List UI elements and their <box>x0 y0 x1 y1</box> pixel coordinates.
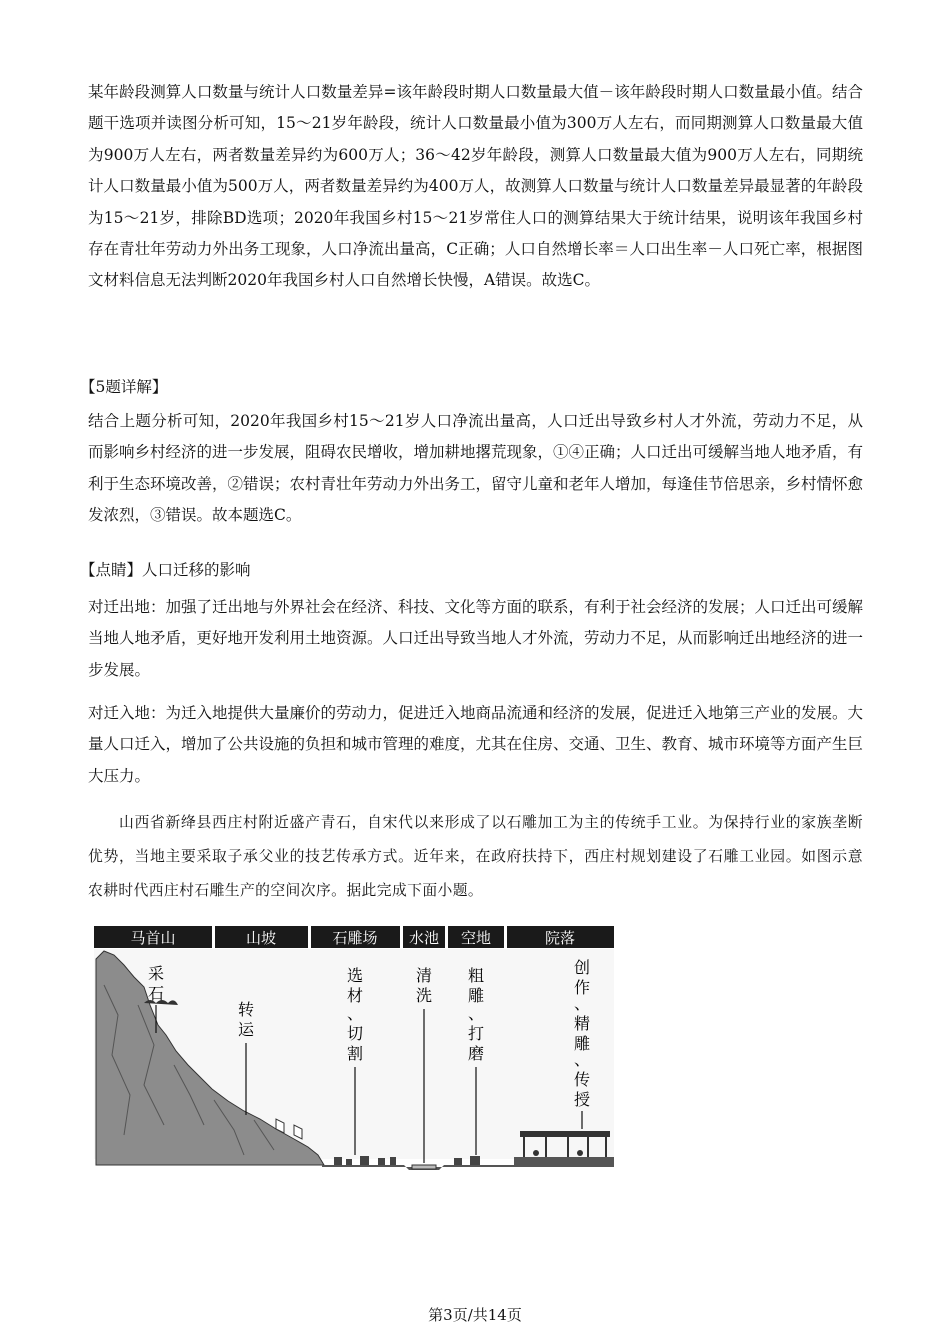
svg-text:创: 创 <box>573 958 591 977</box>
svg-text:切: 切 <box>346 1024 364 1043</box>
tip-outflow-paragraph: 对迁出地：加强了迁出地与外界社会在经济、科技、文化等方面的联系，有利于社会经济的发展；人口迁出可缓解当地人地矛盾，更好地开发利用土地资源。人口迁出导致当地人才外流，劳动力不足，从而影响迁出地经济的进一步发展。 <box>88 598 864 679</box>
svg-text:转: 转 <box>237 1000 255 1019</box>
page-footer: 第3页/共14页 <box>428 1306 522 1324</box>
diagram-svg <box>94 925 615 1170</box>
tip-heading: 【点睛】人口迁移的影响 <box>80 561 251 579</box>
zone-label-yard: 石雕场 <box>332 929 378 947</box>
svg-text:材: 材 <box>346 986 364 1005</box>
svg-text:磨: 磨 <box>467 1044 485 1063</box>
svg-text:选: 选 <box>346 966 364 985</box>
svg-text:作: 作 <box>573 978 591 997</box>
svg-text:雕: 雕 <box>467 986 485 1005</box>
svg-text:传: 传 <box>573 1070 591 1089</box>
zone-label-pool: 水池 <box>408 929 440 947</box>
q5-heading: 【5题详解】 <box>80 378 168 396</box>
svg-text:粗: 粗 <box>467 966 485 985</box>
svg-text:雕: 雕 <box>573 1034 591 1053</box>
svg-text:洗: 洗 <box>415 986 433 1005</box>
svg-text:精: 精 <box>573 1014 591 1033</box>
svg-text:、: 、 <box>346 1004 364 1023</box>
svg-text:、: 、 <box>573 1050 591 1069</box>
question-stem: 山西省新绛县西庄村附近盛产青石，自宋代以来形成了以石雕加工为主的传统手工业。为保持行业的家族垄断优势，当地主要采取子承父业的技艺传承方式。近年来，在政府扶持下，西庄村规划建设了石雕工业园。如图示意农耕时代西庄村石雕生产的空间次序。据此完成下面小题。 <box>88 814 863 899</box>
svg-text:、: 、 <box>467 1004 485 1023</box>
svg-text:打: 打 <box>467 1024 485 1043</box>
svg-text:割: 割 <box>346 1044 364 1063</box>
tip-inflow-paragraph: 对迁入地：为迁入地提供大量廉价的劳动力，促进迁入地商品流通和经济的发展，促进迁入地第三产业的发展。大量人口迁入，增加了公共设施的负担和城市管理的难度，尤其在住房、交通、卫生、教育、城市环境等方面产生巨大压力。 <box>88 704 864 785</box>
svg-text:清: 清 <box>415 966 433 985</box>
svg-text:授: 授 <box>573 1090 591 1109</box>
analysis-paragraph: 某年龄段测算人口数量与统计人口数量差异=该年龄段时期人口数量最大值－该年龄段时期人口数量最小值。结合题干选项并读图分析可知，15～21岁年龄段，统计人口数量最小值为300万人左右，而同期测算人口数量最大值为900万人左右，两者数量差异约为600万人；36～42岁年龄段，测算人口数量最大值为900万人左右，同期统计人口数量最小值为500万人，两者数量差异约为400万人，故测算人口数量与统计人口数量差异最显著的年龄段为15～21岁，排除BD选项；2020年我国乡村15～21岁常住人口的测算结果大于统计结果，说明该年我国乡村存在青壮年劳动力外出务工现象，人口净流出量高，C正确；人口自然增长率＝人口出生率－人口死亡率，根据图文材料信息无法判断2020年我国乡村人口自然增长快慢，A错误。故选C。 <box>88 83 863 290</box>
svg-text:石: 石 <box>147 984 165 1003</box>
zone-label-courtyard: 院落 <box>544 929 576 947</box>
zone-label-field: 空地 <box>460 929 492 947</box>
svg-text:、: 、 <box>573 994 591 1013</box>
process-create-refine-teach <box>574 958 590 1129</box>
zone-label-mountain: 马首山 <box>130 929 176 947</box>
stone-carving-space-diagram <box>94 925 615 1170</box>
svg-text:采: 采 <box>147 964 165 983</box>
q5-detail-paragraph: 结合上题分析可知，2020年我国乡村15～21岁人口净流出量高，人口迁出导致乡村人才外流，劳动力不足，从而影响乡村经济的进一步发展，阻碍农民增收，增加耕地撂荒现象，①④正确；人口迁出可缓解当地人地矛盾，有利于生态环境改善，②错误；农村青壮年劳动力外出务工，留守儿童和老年人增加，每逢佳节倍思亲，乡村情怀愈发浓烈，③错误。故本题选C。 <box>88 412 864 525</box>
svg-text:运: 运 <box>237 1020 255 1039</box>
pool-water <box>412 1165 436 1169</box>
zone-label-slope: 山坡 <box>245 929 277 947</box>
